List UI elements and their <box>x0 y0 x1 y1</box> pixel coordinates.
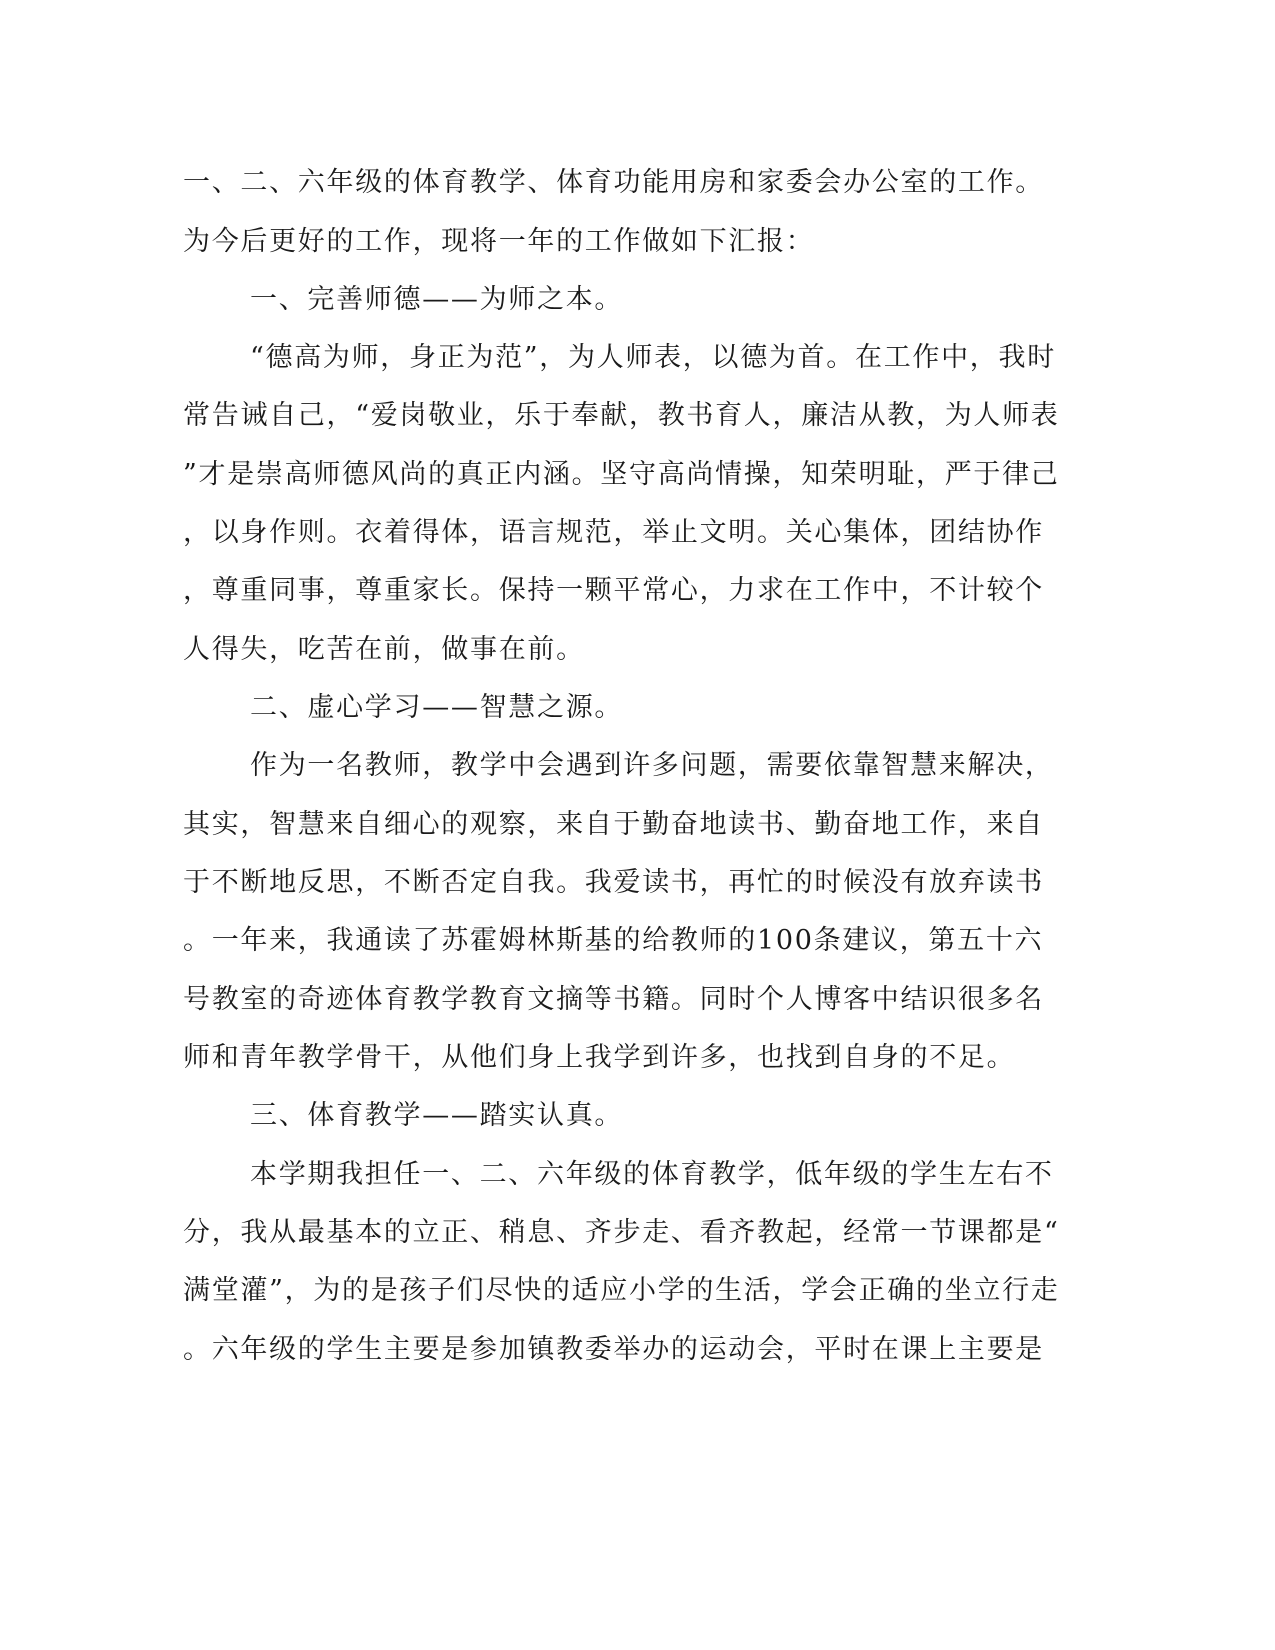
section-heading: 三、体育教学——踏实认真。 <box>250 1100 624 1131</box>
text-line: “德高为师，身正为范”，为人师表，以德为首。在工作中，我时 <box>250 342 1056 373</box>
text-line: 分，我从最基本的立正、稍息、齐步走、看齐教起，经常一节课都是“ <box>183 1217 1060 1248</box>
text-line: 为今后更好的工作，现将一年的工作做如下汇报： <box>183 226 815 257</box>
section-heading: 二、虚心学习——智慧之源。 <box>250 692 624 723</box>
text-line: ”才是崇高师德风尚的真正内涵。坚守高尚情操，知荣明耻，严于律己 <box>183 459 1060 490</box>
text-line: 人得失，吃苦在前，做事在前。 <box>183 634 585 665</box>
text-line: 作为一名教师，教学中会遇到许多问题，需要依靠智慧来解决， <box>250 750 1054 781</box>
text-line: 满堂灌”，为的是孩子们尽快的适应小学的生活，学会正确的坐立行走 <box>183 1275 1060 1306</box>
text-line: 常告诫自己，“爱岗敬业，乐于奉献，教书育人，廉洁从教，为人师表 <box>183 400 1060 431</box>
text-line: 。六年级的学生主要是参加镇教委举办的运动会，平时在课上主要是 <box>183 1334 1044 1365</box>
text-line: 于不断地反思，不断否定自我。我爱读书，再忙的时候没有放弃读书 <box>183 867 1044 898</box>
text-line: 本学期我担任一、二、六年级的体育教学，低年级的学生左右不 <box>250 1159 1054 1190</box>
text-line: 一、二、六年级的体育教学、体育功能用房和家委会办公室的工作。 <box>183 167 1044 198</box>
text-line: ，尊重同事，尊重家长。保持一颗平常心，力求在工作中，不计较个 <box>183 575 1044 606</box>
text-line: 师和青年教学骨干，从他们身上我学到许多，也找到自身的不足。 <box>183 1042 1016 1073</box>
text-line: 其实，智慧来自细心的观察，来自于勤奋地读书、勤奋地工作，来自 <box>183 809 1044 840</box>
text-line: 。一年来，我通读了苏霍姆林斯基的给教师的100条建议，第五十六 <box>183 925 1044 956</box>
text-line: ，以身作则。衣着得体，语言规范，举止文明。关心集体，团结协作 <box>183 517 1044 548</box>
section-heading: 一、完善师德——为师之本。 <box>250 284 624 315</box>
text-line: 号教室的奇迹体育教学教育文摘等书籍。同时个人博客中结识很多名 <box>183 984 1044 1015</box>
